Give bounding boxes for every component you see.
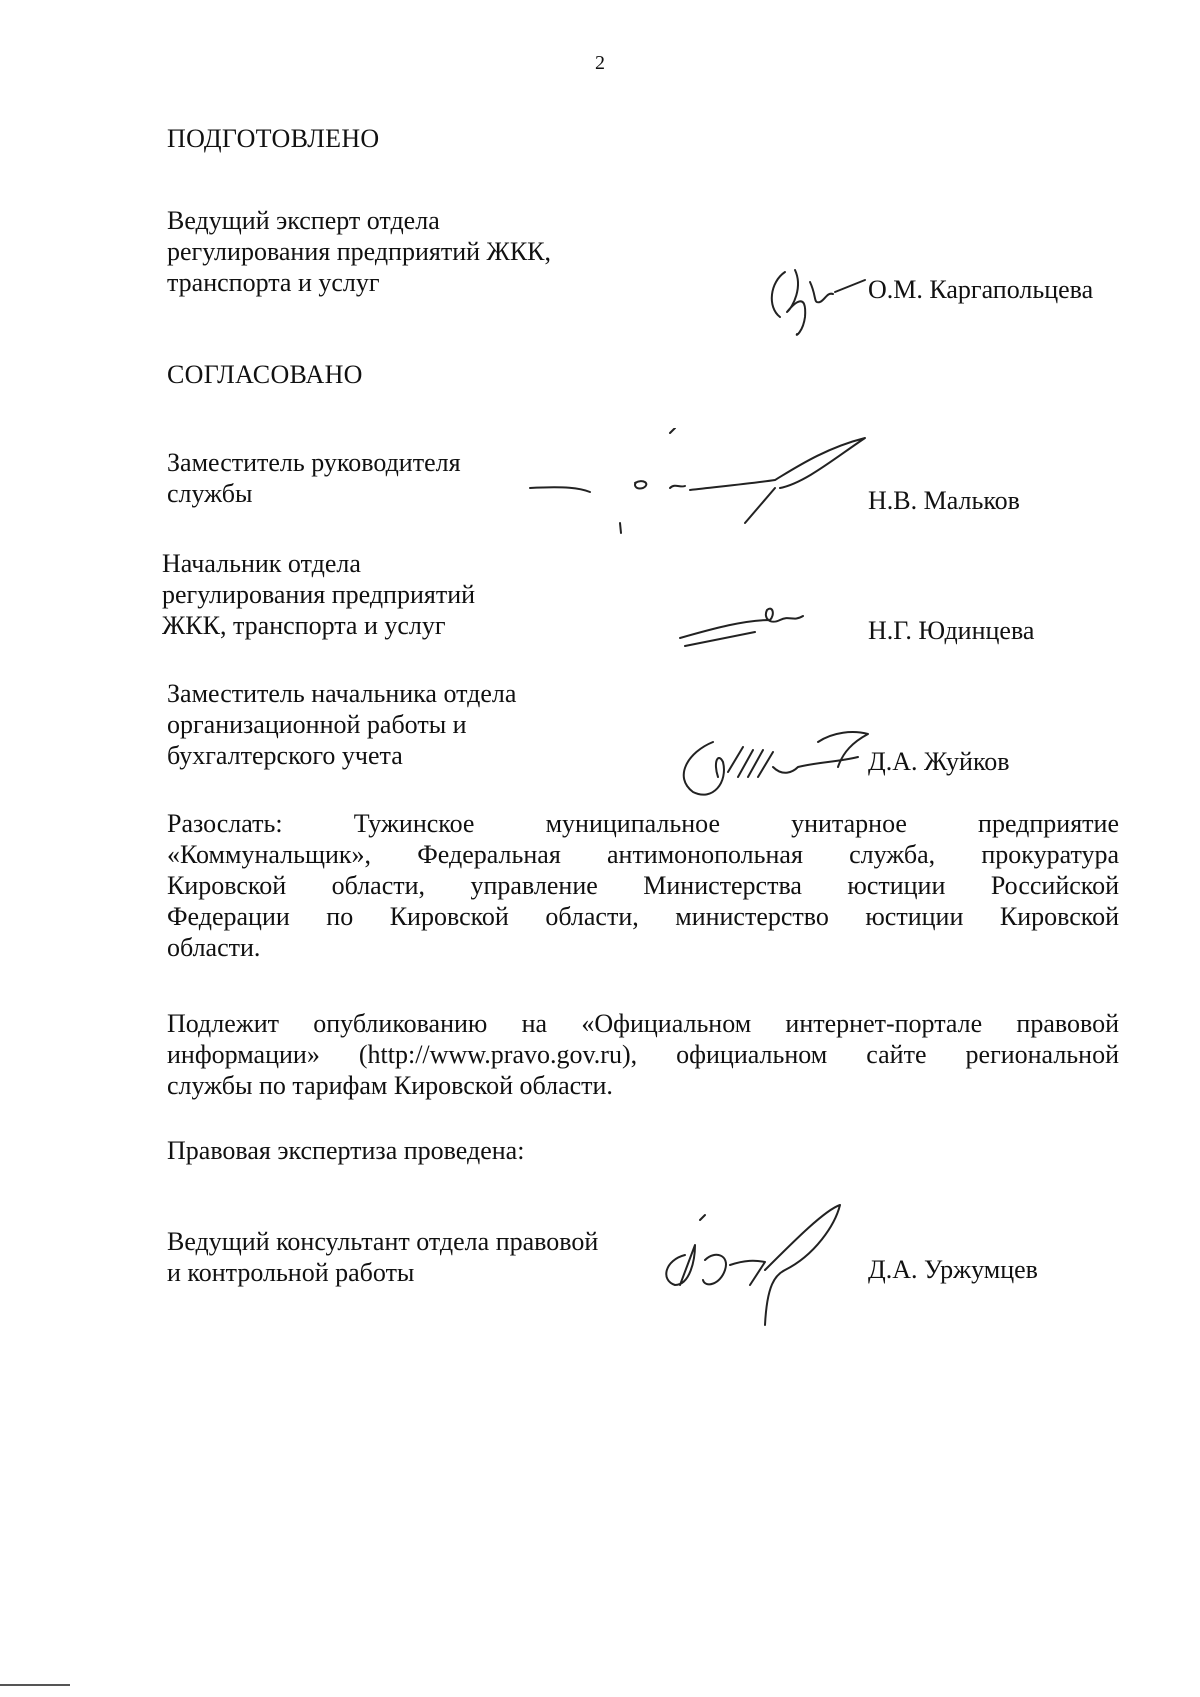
- position-line: ЖКК, транспорта и услуг: [162, 611, 446, 640]
- position-line: Заместитель начальника отдела: [167, 679, 517, 708]
- position-line: бухгалтерского учета: [167, 741, 403, 770]
- agreed-heading: СОГЛАСОВАНО: [167, 360, 363, 389]
- legal-review-text: Правовая экспертиза проведена:: [167, 1136, 525, 1165]
- prepared-heading: ПОДГОТОВЛЕНО: [167, 124, 380, 153]
- distribution-line: Кировской области, управление Министерства юстиции Российской: [167, 871, 1119, 900]
- signature-malkov: [525, 428, 875, 538]
- publication-line: службы по тарифам Кировской области.: [167, 1071, 613, 1100]
- position-line: регулирования предприятий ЖКК,: [167, 237, 552, 266]
- position-line: регулирования предприятий: [162, 580, 476, 609]
- publication-line: информации» (http://www.pravo.gov.ru), официальном сайте региональной: [167, 1040, 1119, 1069]
- signer-name: Д.А. Жуйков: [868, 747, 1010, 776]
- signature-urzhumtsev: [655, 1200, 855, 1330]
- legal-review-name: Д.А. Уржумцев: [868, 1255, 1038, 1284]
- position-line: транспорта и услуг: [167, 268, 380, 297]
- position-line: организационной работы и: [167, 710, 467, 739]
- scan-edge-mark: [0, 1684, 70, 1686]
- distribution-line: Разослать: Тужинское муниципальное унитарное предприятие: [167, 809, 1119, 838]
- position-line: и контрольной работы: [167, 1258, 415, 1287]
- position-line: Начальник отдела: [162, 549, 361, 578]
- page-number: 2: [595, 52, 605, 74]
- distribution-block: [167, 808, 1119, 963]
- publication-block: [167, 1008, 1119, 1101]
- prepared-name: О.М. Каргапольцева: [868, 275, 1094, 304]
- signature-prepared: [765, 262, 875, 342]
- signature-zhuikov: [668, 722, 888, 812]
- prepared-position: [167, 205, 551, 298]
- distribution-line: Федерации по Кировской области, министерство юстиции Кировской: [167, 902, 1119, 931]
- distribution-line: «Коммунальщик», Федеральная антимонопольная служба, прокуратура: [167, 840, 1119, 869]
- position-line: службы: [167, 479, 253, 508]
- signer-position: [167, 678, 516, 771]
- signature-yudintseva: [675, 590, 815, 650]
- position-line: Заместитель руководителя: [167, 448, 461, 477]
- distribution-line: области.: [167, 933, 261, 962]
- position-line: Ведущий эксперт отдела: [167, 206, 440, 235]
- signer-position: [162, 548, 475, 641]
- signer-name: Н.В. Мальков: [868, 486, 1020, 515]
- legal-review-position: [167, 1226, 598, 1288]
- position-line: Ведущий консультант отдела правовой: [167, 1227, 599, 1256]
- signer-position: [167, 447, 461, 509]
- signer-name: Н.Г. Юдинцева: [868, 616, 1035, 645]
- publication-line: Подлежит опубликованию на «Официальном интернет-портале правовой: [167, 1009, 1119, 1038]
